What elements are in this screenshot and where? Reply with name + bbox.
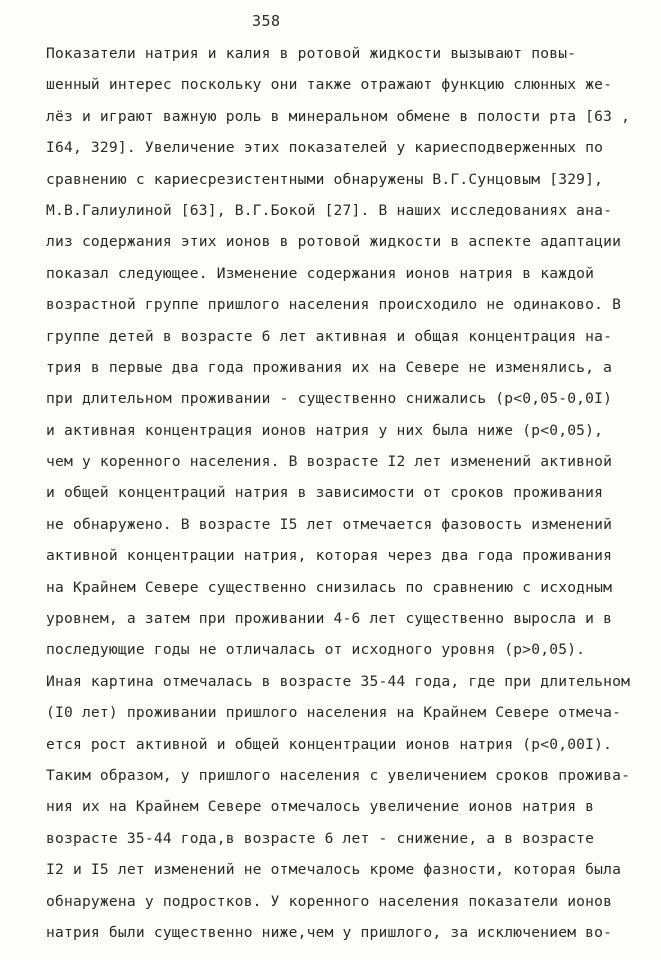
text-line-1: Показатели натрия и калия в ротовой жидкости вызывают повы- [46, 45, 577, 62]
text-line-26: возрасте 35-44 года,в возрасте 6 лет - снижение, а в возрасте [46, 829, 595, 847]
text-line-25: ния их на Крайнем Севере отмечалось увеличение ионов натрия в [46, 798, 595, 816]
text-line-2: шенный интерес поскольку они также отражают функцию слюнных же- [46, 76, 613, 94]
text-line-12: при длительном проживании - существенно снижались (p<0,05-0,0I) [46, 390, 613, 408]
body-text [46, 38, 658, 948]
text-line-18: на Крайнем Севере существенно снизилась по сравнению с исходным [46, 578, 613, 596]
text-line-14: чем у коренного населения. В возрасте I2 лет изменений активной [46, 453, 613, 471]
text-line-21: Иная картина отмечалась в возрасте 35-44 года, где при длительном [46, 672, 631, 690]
text-line-15: и общей концентраций натрия в зависимости от сроков проживания [46, 484, 604, 502]
text-line-6: М.В.Галиулиной [63], В.Г.Бокой [27]. В наших исследованиях ана- [46, 201, 613, 219]
text-line-10: группе детей в возрасте 6 лет активная и общая концентрация на- [46, 327, 613, 345]
page-number: 358 [252, 12, 281, 30]
text-line-3: лёз и играют важную роль в минеральном обмене в полости рта [63 , [46, 107, 631, 125]
text-line-23: ется рост активной и общей концентрации ионов натрия (p<0,00I). [46, 735, 613, 753]
text-line-29: натрия были существенно ниже,чем у пришлого, за исключением во- [46, 923, 613, 941]
text-line-13: и активная концентрация ионов натрия у них была ниже (p<0,05), [46, 421, 604, 439]
text-line-4: I64, 329]. Увеличение этих показателей у кариесподверженных по [46, 139, 604, 157]
text-line-5: сравнению с кариесрезистентными обнаружены В.Г.Сунцовым [329], [46, 170, 604, 188]
text-line-19: уровнем, а затем при проживании 4-6 лет существенно выросла и в [46, 610, 613, 628]
text-line-28: обнаружена у подростков. У коренного населения показатели ионов [46, 892, 613, 910]
text-line-9: возрастной группе пришлого населения происходило не одинаково. В [46, 296, 622, 314]
text-line-22: (I0 лет) проживании пришлого населения на Крайнем Севере отмеча- [46, 704, 622, 722]
text-line-20: последующие годы не отличалась от исходного уровня (p>0,05). [46, 641, 586, 659]
text-line-27: I2 и I5 лет изменений не отмечалось кроме фазности, которая была [46, 861, 622, 879]
text-line-17: активной концентрации натрия, которая через два года проживания [46, 547, 613, 565]
text-line-16: не обнаружено. В возрасте I5 лет отмечается фазовость изменений [46, 515, 613, 533]
text-line-24: Таким образом, у пришлого населения с увеличением сроков прожива- [46, 766, 631, 784]
text-line-11: трия в первые два года проживания их на Севере не изменялись, а [46, 358, 613, 376]
text-line-7: лиз содержания этих ионов в ротовой жидкости в аспекте адаптации [46, 233, 622, 251]
text-line-8: показал следующее. Изменение содержания ионов натрия в каждой [46, 264, 595, 282]
